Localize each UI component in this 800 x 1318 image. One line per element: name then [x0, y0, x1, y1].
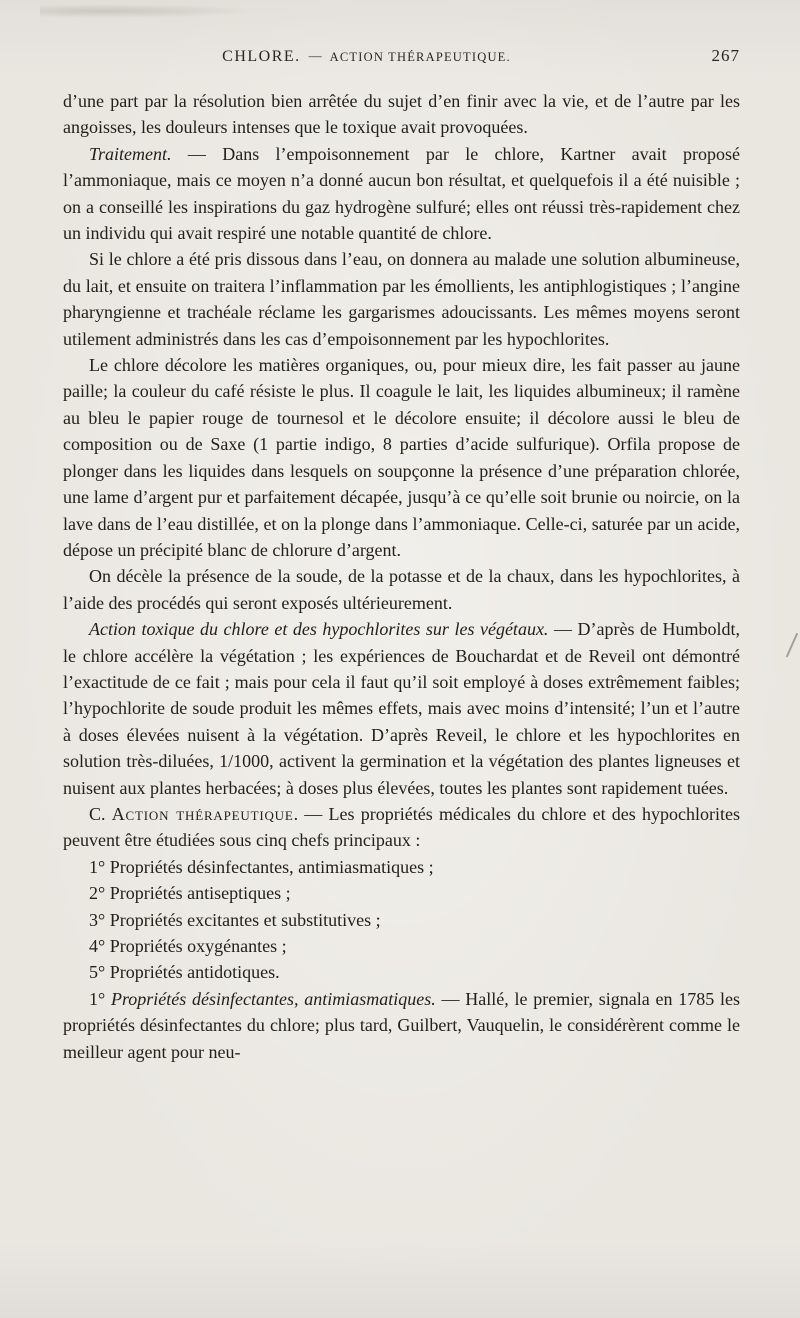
- paragraph-text: Le chlore décolore les matières organiques, ou, pour mieux dire, les fait passer au jaune paille; la couleur du café résiste le plus. Il coagule le lait, les liquides albumineux; il ramène au bleu le papier rouge de tournesol et le décolore ensuite; il décolore aussi le bleu de composition ou de Saxe (1 partie indigo, 8 parties d’acide sulfurique). Orfila propose de plonger dans les liquides dans lesquels on soupçonne la présence d’une préparation chlorée, une lame d’argent pur et parfaitement décapée, jusqu’à ce qu’elle soit brunie ou noircie, on la lave dans de l’eau distillée, et on la plonge dans l’ammoniaque. Celle-ci, saturée par un acide, dépose un précipité blanc de chlorure d’argent.: [63, 355, 740, 560]
- paragraph-text: d’une part par la résolution bien arrêtée du sujet d’en finir avec la vie, et de l’autre par les angoisses, les douleurs intenses que le toxique avait provoquées.: [63, 91, 740, 138]
- paragraph-si-le-chlore: [63, 246, 740, 352]
- paragraph-lead-italic: Propriétés désinfectantes, antimiasmatiques.: [110, 988, 436, 1009]
- paragraph-on-decele: [63, 563, 740, 616]
- list-item-4: [63, 933, 740, 959]
- paragraph-action-toxique: [63, 616, 740, 801]
- list-item-text: 3° Propriétés excitantes et substitutives ;: [89, 909, 381, 930]
- paragraph-traitement: [63, 141, 740, 247]
- list-item-1: [63, 854, 740, 880]
- paragraph-text: — Dans l’empoisonnement par le chlore, Kartner avait proposé l’ammoniaque, mais ce moyen n’a donné aucun bon résultat, et quelquefois il a été nuisible ; on a conseillé les inspirations du gaz hydrogène sulfuré; elles ont réussi très-rapidement chez un individu qui avait respiré une notable quantité de chlore.: [63, 143, 740, 244]
- header-title-sub: ACTION THÉRAPEUTIQUE.: [329, 50, 511, 64]
- page-text-block: [63, 88, 740, 1065]
- scan-smudge: [40, 4, 260, 18]
- paragraph-lead-italic: Traitement.: [89, 143, 172, 164]
- paragraph-decoloration: [63, 352, 740, 563]
- paragraph-proprietes-desinfectantes: [63, 986, 740, 1065]
- paragraph-text: On décèle la présence de la soude, de la potasse et de la chaux, dans les hypochlorites, à l’aide des procédés qui seront exposés ultérieurement.: [63, 566, 740, 613]
- scan-artifact-mark: [785, 633, 797, 657]
- paragraph-text: 1°: [89, 988, 111, 1009]
- paragraph-text: — D’après de Humboldt, le chlore accélère la végétation ; les expériences de Bouchardat et de Reveil ont démontré l’exactitude de ce fait ; mais pour cela il faut qu’il soit employé à doses extrêmement faibles; l’hypochlorite de soude produit les mêmes effets, mais avec moins d’intensité; l’un et l’autre à doses élevées nuisent à la végétation. D’après Reveil, le chlore et les hypochlorites en solution très-diluées, 1/1000, activent la germination et la végétation des plantes ligneuses et nuisent aux plantes herbacées; à doses plus élevées, toutes les plantes sont rapidement tuées.: [63, 619, 740, 798]
- list-item-2: [63, 880, 740, 906]
- paragraph-text: C.: [89, 803, 112, 824]
- list-item-text: 1° Propriétés désinfectantes, antimiasmatiques ;: [89, 856, 434, 877]
- paragraph-continuation: [63, 88, 740, 141]
- paragraph-smallcaps: Action thérapeutique: [111, 803, 294, 824]
- paragraph-text: — Hallé, le premier, signala en 1785 les propriétés désinfectantes du chlore; plus tard, Guilbert, Vauquelin, le considérèrent comme le meilleur agent pour neu-: [63, 988, 741, 1062]
- list-item-text: 4° Propriétés oxygénantes ;: [89, 936, 287, 956]
- header-separator-dash: —: [308, 48, 322, 63]
- paragraph-text: . — Les propriétés médicales du chlore et des hypochlorites peuvent être étudiées sous cinq chefs principaux :: [63, 803, 741, 851]
- header-title: [63, 48, 670, 66]
- list-item-5: [63, 959, 740, 985]
- paragraph-lead-italic: Action toxique du chlore et des hypochlorites sur les végétaux.: [89, 619, 549, 640]
- list-item-text: 5° Propriétés antidotiques.: [89, 962, 280, 983]
- page-number: 267: [711, 46, 740, 65]
- paragraph-action-therapeutique: [63, 801, 740, 854]
- list-item-3: [63, 907, 740, 933]
- list-item-text: 2° Propriétés antiseptiques ;: [89, 883, 291, 904]
- paragraph-text: Si le chlore a été pris dissous dans l’eau, on donnera au malade une solution albumineuse, du lait, et ensuite on traitera l’inflammation par les émollients, les antiphlogistiques ; l’angine pharyngienne et trachéale réclame les gargarismes adoucissants. Les mêmes moyens seront utilement administrés dans les cas d’empoisonnement par les hypochlorites.: [63, 249, 740, 349]
- header-title-main: CHLORE.: [222, 48, 301, 65]
- running-header: [63, 48, 740, 72]
